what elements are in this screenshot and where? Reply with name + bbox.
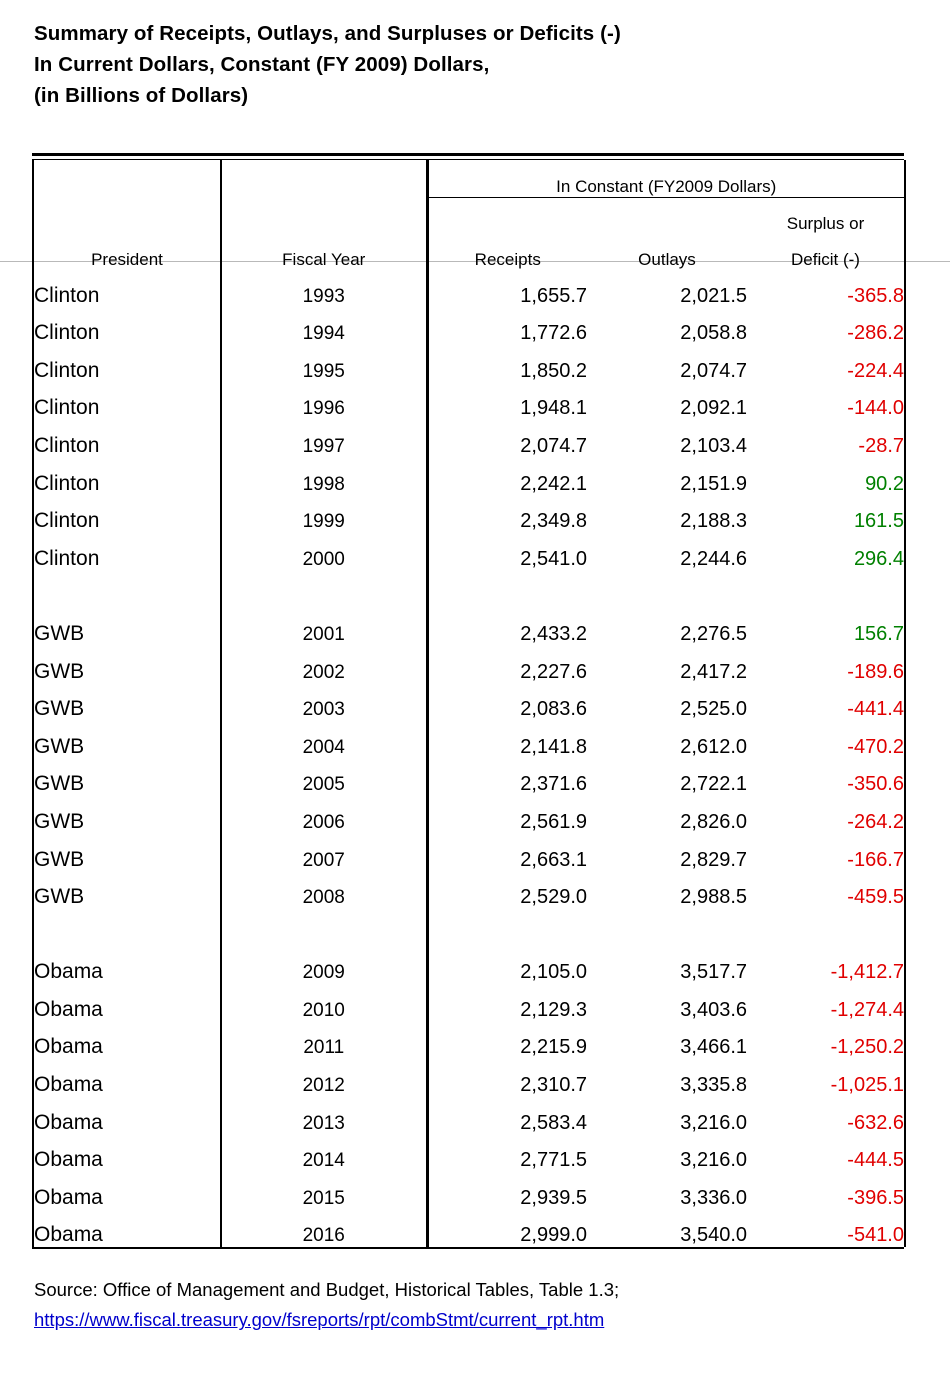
cell-outlays: 2,058.8 — [680, 322, 747, 345]
cell-fiscal-year: 2000 — [221, 533, 427, 571]
cell-outlays: 2,021.5 — [680, 284, 747, 307]
table-row — [33, 420, 905, 458]
budget-summary-table — [32, 160, 906, 1247]
cell-outlays: 2,826.0 — [680, 810, 747, 833]
cell-president: Clinton — [33, 496, 221, 534]
table-row — [33, 834, 905, 872]
cell-outlays: 2,244.6 — [680, 547, 747, 570]
cell-president: Obama — [33, 1210, 221, 1248]
cell-outlays: 2,722.1 — [680, 773, 747, 796]
cell-surplus-deficit: -470.2 — [747, 721, 905, 759]
cell-receipts: 2,215.9 — [427, 1022, 587, 1060]
table-row — [33, 1097, 905, 1135]
cell-outlays: 3,540.0 — [680, 1224, 747, 1247]
spacer-cell-receipts — [427, 571, 587, 609]
header-blank-year — [221, 160, 427, 198]
cell-fiscal-year: 2016 — [221, 1210, 427, 1248]
cell-president: GWB — [33, 646, 221, 684]
header-surplus-line2: Deficit (-) — [747, 234, 905, 270]
cell-surplus-deficit: -264.2 — [747, 796, 905, 834]
header-blank-president — [33, 160, 221, 198]
cell-outlays: 3,336.0 — [680, 1186, 747, 1209]
cell-surplus-deficit: -350.6 — [747, 759, 905, 797]
cell-surplus-deficit: -224.4 — [747, 345, 905, 383]
cell-surplus-deficit: -166.7 — [747, 834, 905, 872]
cell-fiscal-year: 2010 — [221, 984, 427, 1022]
table-bottom-border — [32, 1247, 904, 1249]
cell-president: GWB — [33, 834, 221, 872]
cell-surplus-deficit: -1,274.4 — [747, 984, 905, 1022]
cell-president: Obama — [33, 947, 221, 985]
table-row — [33, 1135, 905, 1173]
spacer-cell-president — [33, 571, 221, 609]
cell-receipts: 2,074.7 — [427, 420, 587, 458]
cell-outlays: 2,103.4 — [680, 434, 747, 457]
cell-president: GWB — [33, 872, 221, 910]
cell-president: Clinton — [33, 458, 221, 496]
table-row — [33, 646, 905, 684]
cell-receipts: 2,105.0 — [427, 947, 587, 985]
cell-surplus-deficit: -189.6 — [747, 646, 905, 684]
table-row — [33, 458, 905, 496]
table-row — [33, 608, 905, 646]
cell-outlays: 2,988.5 — [680, 886, 747, 909]
cell-fiscal-year: 2012 — [221, 1059, 427, 1097]
header-blank-receipts — [427, 198, 587, 235]
cell-president: Clinton — [33, 345, 221, 383]
cell-outlays: 3,466.1 — [680, 1036, 747, 1059]
spacer-cell-receipts — [427, 909, 587, 947]
cell-fiscal-year: 2009 — [221, 947, 427, 985]
cell-surplus-deficit: 161.5 — [747, 496, 905, 534]
cell-outlays: 2,612.0 — [680, 735, 747, 758]
cell-surplus-deficit: -365.8 — [747, 270, 905, 308]
table-row — [33, 345, 905, 383]
cell-receipts: 2,083.6 — [427, 684, 587, 722]
cell-receipts: 2,771.5 — [427, 1135, 587, 1173]
header-group-constant-dollars — [427, 160, 905, 198]
cell-surplus-deficit: -441.4 — [747, 684, 905, 722]
spacer-cell-outlays — [587, 571, 747, 609]
cell-president: Clinton — [33, 420, 221, 458]
cell-receipts: 2,999.0 — [427, 1210, 587, 1248]
cell-outlays: 2,074.7 — [680, 359, 747, 382]
cell-fiscal-year: 2008 — [221, 872, 427, 910]
table-row — [33, 1210, 905, 1248]
budget-table-wrapper — [30, 153, 920, 1249]
header-blank-president-2 — [33, 198, 221, 235]
cell-outlays: 3,403.6 — [680, 998, 747, 1021]
cell-surplus-deficit: -144.0 — [747, 383, 905, 421]
cell-president: Obama — [33, 1059, 221, 1097]
cell-outlays: 3,517.7 — [680, 961, 747, 984]
table-top-border — [32, 153, 904, 160]
cell-president: GWB — [33, 684, 221, 722]
cell-receipts: 1,850.2 — [427, 345, 587, 383]
table-row — [33, 759, 905, 797]
page-title-line-3: (in Billions of Dollars) — [34, 84, 249, 107]
cell-fiscal-year: 2001 — [221, 608, 427, 646]
table-row — [33, 684, 905, 722]
cell-fiscal-year: 2006 — [221, 796, 427, 834]
cell-receipts: 2,349.8 — [427, 496, 587, 534]
cell-outlays: 2,417.2 — [680, 660, 747, 683]
cell-president: GWB — [33, 608, 221, 646]
cell-surplus-deficit: 90.2 — [747, 458, 905, 496]
cell-fiscal-year: 2013 — [221, 1097, 427, 1135]
cell-receipts: 2,939.5 — [427, 1172, 587, 1210]
cell-president: Clinton — [33, 308, 221, 346]
spacer-cell-president — [33, 909, 221, 947]
cell-fiscal-year: 2005 — [221, 759, 427, 797]
cell-fiscal-year: 1996 — [221, 383, 427, 421]
header-blank-year-2 — [221, 198, 427, 235]
cell-receipts: 2,141.8 — [427, 721, 587, 759]
cell-surplus-deficit: -444.5 — [747, 1135, 905, 1173]
cell-fiscal-year: 2014 — [221, 1135, 427, 1173]
cell-president: Obama — [33, 1022, 221, 1060]
table-header-subrow — [33, 198, 905, 235]
cell-surplus-deficit: -1,250.2 — [747, 1022, 905, 1060]
spacer-cell-year — [221, 571, 427, 609]
cell-receipts: 2,129.3 — [427, 984, 587, 1022]
cell-receipts: 1,772.6 — [427, 308, 587, 346]
cell-outlays: 2,829.7 — [680, 848, 747, 871]
cell-receipts: 2,583.4 — [427, 1097, 587, 1135]
header-fiscal-year: Fiscal Year — [221, 234, 427, 270]
cell-fiscal-year: 1999 — [221, 496, 427, 534]
cell-surplus-deficit: -28.7 — [747, 420, 905, 458]
cell-outlays: 3,216.0 — [680, 1111, 747, 1134]
spacer-cell-surplus — [747, 909, 905, 947]
table-row — [33, 270, 905, 308]
cell-outlays: 2,151.9 — [680, 472, 747, 495]
cell-president: Obama — [33, 984, 221, 1022]
page-title — [34, 18, 920, 111]
cell-fiscal-year: 2011 — [221, 1022, 427, 1060]
cell-fiscal-year: 1993 — [221, 270, 427, 308]
cell-president: GWB — [33, 759, 221, 797]
table-header — [33, 160, 905, 270]
cell-fiscal-year: 1995 — [221, 345, 427, 383]
cell-surplus-deficit: -286.2 — [747, 308, 905, 346]
table-row — [33, 721, 905, 759]
cell-fiscal-year: 2015 — [221, 1172, 427, 1210]
cell-receipts: 2,371.6 — [427, 759, 587, 797]
cell-fiscal-year: 2004 — [221, 721, 427, 759]
cell-outlays: 3,216.0 — [680, 1149, 747, 1172]
source-note — [34, 1275, 920, 1335]
header-president: President — [33, 234, 221, 270]
cell-surplus-deficit: -459.5 — [747, 872, 905, 910]
header-receipts: Receipts — [427, 234, 587, 270]
cell-receipts: 2,561.9 — [427, 796, 587, 834]
cell-president: Obama — [33, 1135, 221, 1173]
cell-fiscal-year: 1994 — [221, 308, 427, 346]
table-row — [33, 496, 905, 534]
cell-fiscal-year: 1997 — [221, 420, 427, 458]
cell-president: Clinton — [33, 533, 221, 571]
cell-president: Clinton — [33, 270, 221, 308]
cell-outlays: 2,525.0 — [680, 698, 747, 721]
cell-surplus-deficit: -632.6 — [747, 1097, 905, 1135]
header-group-label: In Constant (FY2009 Dollars) — [556, 177, 777, 196]
table-row — [33, 383, 905, 421]
cell-outlays: 3,335.8 — [680, 1074, 747, 1097]
table-row — [33, 308, 905, 346]
page-title-line-2: In Current Dollars, Constant (FY 2009) Dollars, — [34, 53, 490, 76]
spacer-cell-year — [221, 909, 427, 947]
table-row — [33, 533, 905, 571]
cell-receipts: 2,242.1 — [427, 458, 587, 496]
cell-president: Clinton — [33, 383, 221, 421]
header-outlays: Outlays — [638, 250, 696, 269]
cell-surplus-deficit: 156.7 — [747, 608, 905, 646]
cell-surplus-deficit: -1,412.7 — [747, 947, 905, 985]
cell-surplus-deficit: 296.4 — [747, 533, 905, 571]
header-blank-outlays — [587, 198, 747, 235]
source-link[interactable]: https://www.fiscal.treasury.gov/fsreports/rpt/combStmt/current_rpt.htm — [34, 1309, 605, 1331]
cell-president: GWB — [33, 796, 221, 834]
cell-receipts: 2,310.7 — [427, 1059, 587, 1097]
table-spacer-row — [33, 909, 905, 947]
cell-receipts: 2,529.0 — [427, 872, 587, 910]
table-row — [33, 947, 905, 985]
table-body — [33, 270, 905, 1247]
cell-receipts: 2,227.6 — [427, 646, 587, 684]
cell-receipts: 1,655.7 — [427, 270, 587, 308]
table-header-group-row — [33, 160, 905, 198]
cell-outlays: 2,188.3 — [680, 510, 747, 533]
table-row — [33, 1172, 905, 1210]
table-row — [33, 872, 905, 910]
page-title-line-1: Summary of Receipts, Outlays, and Surpluses or Deficits (-) — [34, 22, 621, 45]
table-row — [33, 1059, 905, 1097]
cell-surplus-deficit: -541.0 — [747, 1210, 905, 1248]
cell-surplus-deficit: -396.5 — [747, 1172, 905, 1210]
cell-receipts: 1,948.1 — [427, 383, 587, 421]
table-row — [33, 1022, 905, 1060]
cell-fiscal-year: 2007 — [221, 834, 427, 872]
cell-fiscal-year: 1998 — [221, 458, 427, 496]
spacer-cell-surplus — [747, 571, 905, 609]
table-header-columns-row — [33, 234, 905, 270]
source-text: Source: Office of Management and Budget, Historical Tables, Table 1.3; — [34, 1279, 620, 1301]
cell-receipts: 2,541.0 — [427, 533, 587, 571]
table-row — [33, 984, 905, 1022]
table-row — [33, 796, 905, 834]
cell-president: Obama — [33, 1097, 221, 1135]
cell-outlays: 2,092.1 — [680, 397, 747, 420]
cell-president: Obama — [33, 1172, 221, 1210]
header-surplus-line1: Surplus or — [747, 198, 905, 235]
cell-surplus-deficit: -1,025.1 — [747, 1059, 905, 1097]
cell-outlays: 2,276.5 — [680, 622, 747, 645]
cell-fiscal-year: 2003 — [221, 684, 427, 722]
cell-receipts: 2,663.1 — [427, 834, 587, 872]
cell-receipts: 2,433.2 — [427, 608, 587, 646]
spacer-cell-outlays — [587, 909, 747, 947]
cell-fiscal-year: 2002 — [221, 646, 427, 684]
cell-president: GWB — [33, 721, 221, 759]
table-spacer-row — [33, 571, 905, 609]
